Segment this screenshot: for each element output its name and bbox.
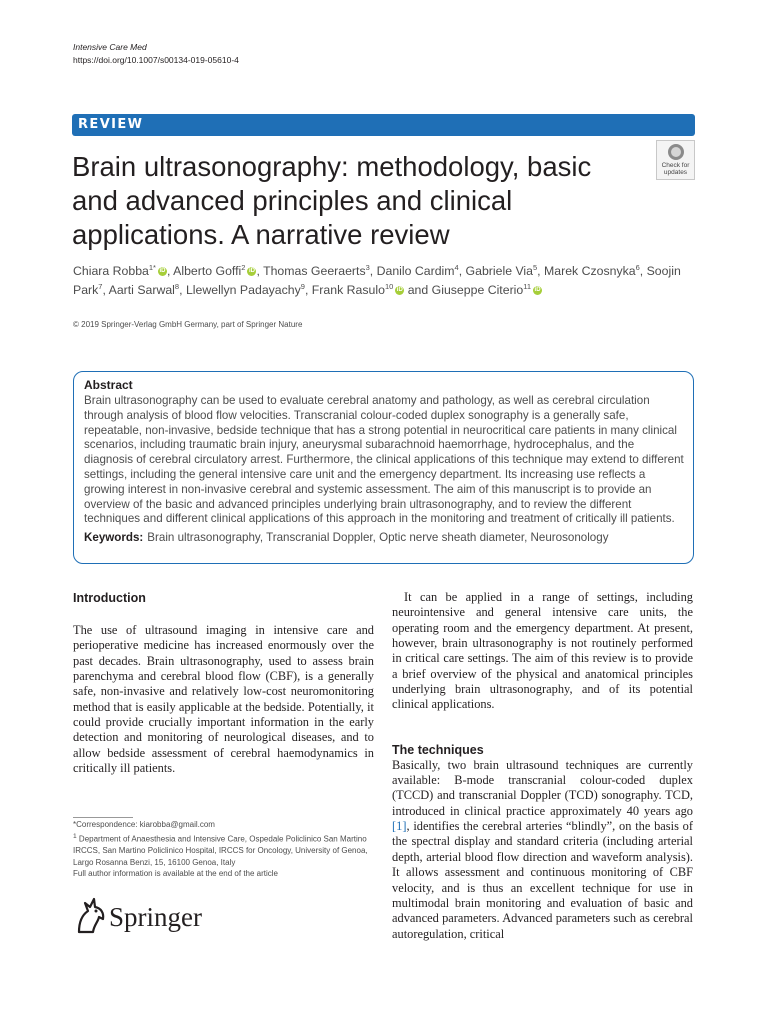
doi-link[interactable]: https://doi.org/10.1007/s00134-019-05610-4 xyxy=(73,55,239,65)
left-column xyxy=(73,590,374,776)
author-affiliation-sup: 6 xyxy=(635,262,640,272)
author-affiliation-sup: 8 xyxy=(174,281,180,291)
author-affiliation-sup: 2 xyxy=(241,262,246,272)
abstract-text: Brain ultrasonography can be used to evaluate cerebral anatomy and pathology, as well as cerebral circulation through analysis of blood flow velocities. Transcranial colour-coded duplex sonography is a generally safe, repeatable, non-invasive, bedside technique that has a strong potential in neurocritical care patients in many clinical scenarios, including traumatic brain injury, aneurysmal subarachnoid haemorrhage, hydrocephalus, and the diagnosis of cerebral circulatory arrest. Furthermore, the clinical applications of this technique may extend to different settings, including the general intensive care unit and the emergency department. Its increasing use reflects a growing interest in non-invasive cerebral and systemic assessment. The aim of this manuscript is to provide an overview of the basic and advanced principles underlying brain ultrasonography, and to review the different techniques and different clinical applications of this approach in the monitoring and treatment of critically ill patients. xyxy=(84,394,684,526)
article-type-banner: REVIEW xyxy=(72,114,695,136)
author-separator: and xyxy=(404,283,432,297)
orcid-icon[interactable]: iD xyxy=(396,287,403,294)
author-name: Llewellyn Padayachy xyxy=(185,283,301,297)
techniques-text-part2: , identifies the cerebral arteries “blindly”, on the basis of the spectral display and standard criteria (including arterial depth, arterial blood flow direction and waveform analysis). It allows assessment and continuous monitoring of CBF velocity, and is thus an excellent technique for use in multimodal brain monitoring and evaluation of basic and advanced parameters. Advanced parameters such as cerebral autoregulation, critical xyxy=(392,819,693,941)
introduction-heading: Introduction xyxy=(73,591,146,605)
abstract-heading: Abstract xyxy=(84,378,133,392)
introduction-continued-text: It can be applied in a range of settings, including neurointensive and general intensive care units, the operating room and the emergency department. At present, however, brain ultrasonography is not routinely performed in critical care settings. The aim of this review is to provide a brief overview of the physical and anatomical principles underlying brain ultrasonography, and of its potential clinical applications. xyxy=(392,590,693,712)
springer-horse-icon xyxy=(73,896,107,936)
check-for-updates-button[interactable] xyxy=(656,140,695,180)
author-affiliation-sup: 10 xyxy=(384,281,394,291)
springer-logo xyxy=(73,896,223,938)
correspondence-email[interactable]: *Correspondence: kiarobba@gmail.com xyxy=(73,820,215,829)
techniques-text-part1: Basically, two brain ultrasound techniques are currently available: B-mode transcranial colour-coded duplex (TCCD) and transcranial Doppler (TCD) sonography. TCD, introduced in clinical practice approximately 40 years ago xyxy=(392,757,693,818)
check-updates-line1: Check for xyxy=(661,162,690,169)
author-separator: , xyxy=(458,264,466,278)
introduction-text: The use of ultrasound imaging in intensive care and perioperative medicine has increased enormously over the past decades. Brain ultrasonography, used to assess brain parenchyma and cerebral blood flow (CBF), is a generally safe, non-invasive and relatively low-cost neuromonitoring method that is easily applicable at the bedside. Potentially, it could provide crucially important information in the early detection and monitoring of neurological diseases, and to allow bedside assessment of cerebral haemodynamics in critically ill patients. xyxy=(73,623,374,776)
author-affiliation-sup: 9 xyxy=(300,281,305,291)
right-column xyxy=(392,590,693,942)
author-name: Danilo Cardim xyxy=(376,264,455,278)
keywords-label: Keywords: xyxy=(84,531,144,545)
springer-wordmark: Springer xyxy=(109,902,202,932)
author-affiliation-sup: 5 xyxy=(533,262,538,272)
author-separator: , xyxy=(639,264,647,278)
author-list xyxy=(73,262,703,300)
author-separator: , xyxy=(369,264,377,278)
keywords-list: Brain ultrasonography, Transcranial Doppler, Optic nerve sheath diameter, Neurosonology xyxy=(147,531,609,545)
author-separator: , xyxy=(179,283,186,297)
keywords-line xyxy=(84,530,684,545)
author-separator: , xyxy=(256,264,264,278)
journal-header xyxy=(73,41,239,67)
reference-link-1[interactable]: [1] xyxy=(392,819,407,834)
author-name: Marek Czosnyka xyxy=(544,264,636,278)
author-name: Giuseppe Citerio xyxy=(431,283,524,297)
article-title: Brain ultrasonography: methodology, basic and advanced principles and clinical applications. A narrative review xyxy=(72,151,592,250)
author-separator: , xyxy=(304,283,312,297)
copyright-notice: © 2019 Springer-Verlag GmbH Germany, part of Springer Nature xyxy=(73,320,303,329)
check-updates-line2: updates xyxy=(663,169,688,176)
affiliation xyxy=(73,831,373,869)
author-name: Thomas Geeraerts xyxy=(263,264,366,278)
author-name: Alberto Goffi xyxy=(173,264,242,278)
techniques-text xyxy=(392,758,693,942)
author-separator: , xyxy=(537,264,545,278)
author-affiliation-sup: 4 xyxy=(454,262,459,272)
orcid-icon[interactable]: iD xyxy=(248,268,255,275)
author-separator: , xyxy=(166,264,174,278)
author-name: Gabriele Via xyxy=(465,264,533,278)
techniques-heading: The techniques xyxy=(392,742,484,757)
footnote-rule xyxy=(73,817,133,818)
update-badge-icon xyxy=(668,144,684,160)
author-name: Soojin Park xyxy=(73,264,681,297)
affiliation-text: Department of Anaesthesia and Intensive Care, Ospedale Policlinico San Martino IRCCS, San Martino Policlinico Hospital, IRCCS for Oncology, University of Genoa, Largo Rosanna Benzi, 15, 16100 Genoa, Italy xyxy=(73,834,368,867)
full-author-info: Full author information is available at the end of the article xyxy=(73,869,279,879)
author-name: Chiara Robba xyxy=(73,264,149,278)
affiliation-sup: 1 xyxy=(73,832,77,840)
author-affiliation-sup: 1* xyxy=(148,262,156,272)
author-name: Frank Rasulo xyxy=(311,283,385,297)
journal-name: Intensive Care Med xyxy=(73,42,147,52)
footnote xyxy=(73,817,373,880)
orcid-icon[interactable]: iD xyxy=(534,287,541,294)
author-separator: , xyxy=(102,283,109,297)
author-affiliation-sup: 7 xyxy=(98,281,103,291)
author-name: Aarti Sarwal xyxy=(108,283,175,297)
orcid-icon[interactable]: iD xyxy=(159,268,166,275)
abstract-box xyxy=(73,371,694,564)
author-affiliation-sup: 11 xyxy=(523,281,532,291)
author-affiliation-sup: 3 xyxy=(365,262,370,272)
